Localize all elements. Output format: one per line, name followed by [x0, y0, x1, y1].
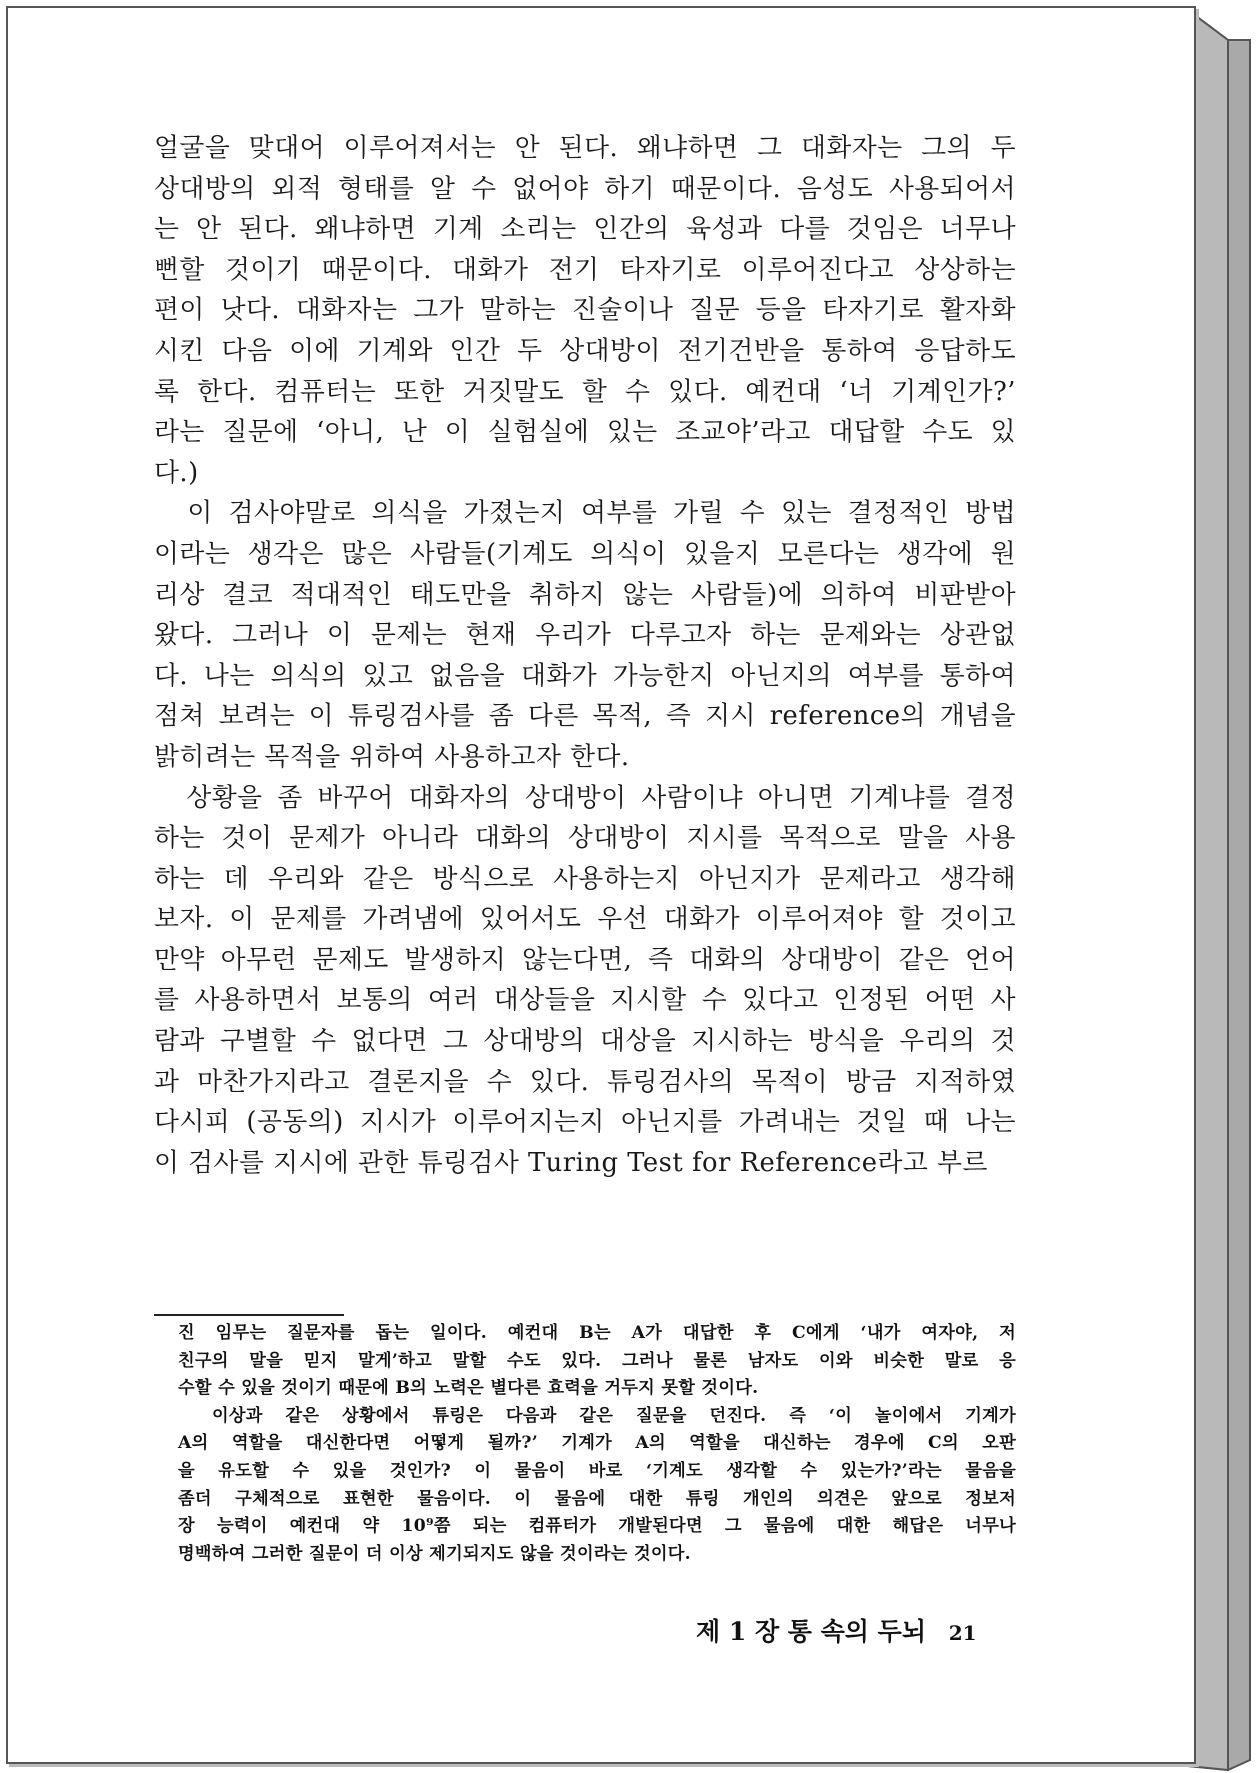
text-line: 만약 아무런 문제도 발생하지 않는다면, 즉 대화의 상대방이 같은 언어 — [154, 944, 1016, 975]
text-line: 이라는 생각은 많은 사람들(기계도 의식이 있을지 모른다는 생각에 원 — [154, 538, 1016, 569]
text-line: 라는 질문에 ‘아니, 난 이 실험실에 있는 조교야’라고 대답할 수도 있 — [154, 417, 1016, 448]
footnote-line: 장 능력이 예컨대 약 10⁹쯤 되는 컴퓨터가 개발된다면 그 물음에 대한 해답은 너무나 — [178, 1516, 1016, 1537]
text-line: 이 검사를 지시에 관한 튜링검사 Turing Test for Reference라고 부르 — [154, 1147, 988, 1178]
footnote-line: 이상과 같은 상황에서 튜링은 다음과 같은 질문을 던진다. 즉 ‘이 놀이에서 기계가 — [178, 1405, 1016, 1426]
main-text — [154, 128, 1016, 1183]
footnote-line: 을 유도할 수 있을 것인가? 이 물음이 바로 ‘기계도 생각할 수 있는가?’라는 물음을 — [178, 1460, 1016, 1481]
page-number: 21 — [948, 1621, 977, 1645]
text-line: 는 안 된다. 왜냐하면 기계 소리는 인간의 육성과 다를 것임은 너무나 — [154, 214, 1016, 245]
text-line: 이 검사야말로 의식을 가졌는지 여부를 가릴 수 있는 결정적인 방법 — [154, 498, 1016, 529]
text-line: 편이 낫다. 대화자는 그가 말하는 진술이나 질문 등을 타자기로 활자화 — [154, 295, 1016, 326]
text-line: 시킨 다음 이에 기계와 인간 두 상대방이 전기건반을 통하여 응답하도 — [154, 335, 1016, 366]
text-line: 밝히려는 목적을 위하여 사용하고자 한다. — [154, 741, 630, 772]
footnote-line: 좀더 구체적으로 표현한 물음이다. 이 물음에 대한 튜링 개인의 의견은 앞으로 정보저 — [178, 1488, 1016, 1509]
text-line: 왔다. 그러나 이 문제는 현재 우리가 다루고자 하는 문제와는 상관없 — [154, 620, 1016, 651]
text-line: 점쳐 보려는 이 튜링검사를 좀 다른 목적, 즉 지시 reference의 개념을 — [154, 701, 1016, 732]
text-line: 다시피 (공동의) 지시가 이루어지는지 아닌지를 가려내는 것일 때 나는 — [154, 1107, 1016, 1138]
footnote-text — [178, 1320, 1016, 1568]
text-line: 상대방의 외적 형태를 알 수 없어야 하기 때문이다. 음성도 사용되어서 — [154, 173, 1016, 204]
text-line: 상황을 좀 바꾸어 대화자의 상대방이 사람이냐 아니면 기계냐를 결정 — [154, 782, 1016, 813]
text-line: 를 사용하면서 보통의 여러 대상들을 지시할 수 있다고 인정된 어떤 사 — [154, 985, 1016, 1016]
book-thickness-edge — [1188, 0, 1258, 1773]
text-line: 하는 데 우리와 같은 방식으로 사용하는지 아닌지가 문제라고 생각해 — [154, 863, 1016, 894]
footnote-line: 명백하여 그러한 질문이 더 이상 제기되지도 않을 것이라는 것이다. — [178, 1543, 691, 1564]
page-footer — [696, 1612, 996, 1648]
text-line: 람과 구별할 수 없다면 그 상대방의 대상을 지시하는 방식을 우리의 것 — [154, 1026, 1016, 1057]
footnote-line: 친구의 말을 믿지 말게’하고 말할 수도 있다. 그러나 물론 남자도 이와 비슷한 말로 응 — [178, 1350, 1016, 1371]
text-line: 보자. 이 문제를 가려냄에 있어서도 우선 대화가 이루어져야 할 것이고 — [154, 904, 1016, 935]
footnote-divider — [154, 1314, 344, 1316]
text-line: 다.) — [154, 457, 199, 488]
running-head: 제 1 장 통 속의 두뇌 — [696, 1617, 926, 1646]
text-line: 뻔할 것이기 때문이다. 대화가 전기 타자기로 이루어진다고 상상하는 — [154, 254, 1016, 285]
text-line: 다. 나는 의식의 있고 없음을 대화가 가능한지 아닌지의 여부를 통하여 — [154, 660, 1016, 691]
footnote-line: 수할 수 있을 것이기 때문에 B의 노력은 별다른 효력을 거두지 못할 것이다. — [178, 1378, 759, 1399]
text-line: 과 마찬가지라고 결론지을 수 있다. 튜링검사의 목적이 방금 지적하였 — [154, 1066, 1016, 1097]
text-line: 하는 것이 문제가 아니라 대화의 상대방이 지시를 목적으로 말을 사용 — [154, 823, 1016, 854]
text-line: 리상 결코 적대적인 태도만을 취하지 않는 사람들)에 의하여 비판받아 — [154, 579, 1016, 610]
footnote-line: A의 역할을 대신한다면 어떻게 될까?’ 기계가 A의 역할을 대신하는 경우에 C의 오판 — [178, 1433, 1016, 1454]
text-line: 록 한다. 컴퓨터는 또한 거짓말도 할 수 있다. 예컨대 ‘너 기계인가?’ — [154, 376, 1016, 407]
footnote-line: 진 임무는 질문자를 돕는 일이다. 예컨대 B는 A가 대답한 후 C에게 ‘내가 여자야, 저 — [178, 1323, 1016, 1343]
text-line: 얼굴을 맞대어 이루어져서는 안 된다. 왜냐하면 그 대화자는 그의 두 — [154, 133, 1016, 163]
